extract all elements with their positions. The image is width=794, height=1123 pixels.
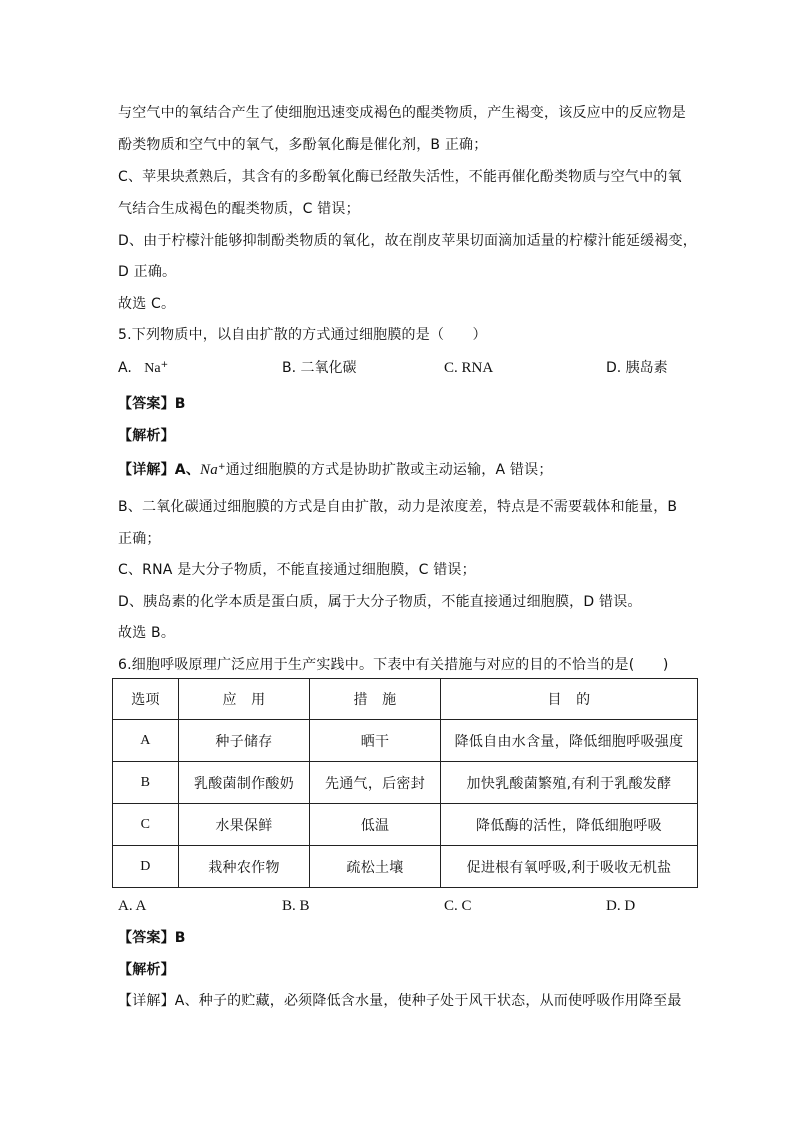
q6-detail-a: 【详解】A、种子的贮藏，必须降低含水量，使种子处于风干状态，从而使呼吸作用降至最 — [118, 993, 682, 1009]
q5-answer: 【答案】B — [118, 396, 186, 412]
q6-option-c: C. C — [444, 898, 472, 914]
table-cell: 低温 — [310, 804, 441, 846]
table-cell: D — [113, 846, 179, 888]
q6-option-b: B. B — [282, 898, 310, 914]
question-6-stem: 6.细胞呼吸原理广泛应用于生产实践中。下表中有关措施与对应的目的不恰当的是( ) — [118, 657, 669, 673]
q5-conclusion: 故选 B。 — [118, 625, 176, 641]
table-cell: A — [113, 720, 179, 762]
paragraph-line: D、由于柠檬汁能够抑制酚类物质的氧化，故在削皮苹果切面滴加适量的柠檬汁能延缓褐变， — [118, 233, 697, 249]
question-5-stem: 5.下列物质中，以自由扩散的方式通过细胞膜的是（ ） — [118, 327, 487, 343]
q6-analysis-heading: 【解析】 — [118, 962, 175, 978]
table-cell: 种子储存 — [179, 720, 310, 762]
q5-option-a-label: A. — [118, 360, 132, 376]
q6-table — [112, 678, 698, 888]
table-cell: 促进根有氧呼吸,利于吸收无机盐 — [441, 846, 698, 888]
paragraph-line: 气结合生成褐色的醌类物质，C 错误； — [118, 201, 360, 217]
table-cell: 栽种农作物 — [179, 846, 310, 888]
paragraph-line: C、苹果块煮熟后，其含有的多酚氧化酶已经散失活性，不能再催化酚类物质与空气中的氧 — [118, 169, 682, 185]
q5-detail-a — [118, 460, 553, 480]
table-cell: C — [113, 804, 179, 846]
table-header-row — [113, 679, 698, 720]
table-cell: 降低酶的活性，降低细胞呼吸 — [441, 804, 698, 846]
q5-detail-b-line1: B、二氧化碳通过细胞膜的方式是自由扩散，动力是浓度差，特点是不需要载体和能量，B — [118, 499, 678, 515]
table-header-cell: 应 用 — [179, 679, 310, 720]
table-header-cell: 目 的 — [441, 679, 698, 720]
table-row — [113, 762, 698, 804]
table-cell: B — [113, 762, 179, 804]
q5-option-a-charge: + — [160, 360, 169, 370]
q5-option-c: C. RNA — [444, 360, 494, 376]
table-row — [113, 720, 698, 762]
paragraph-line: 故选 C。 — [118, 296, 176, 312]
table-cell: 加快乳酸菌繁殖,有利于乳酸发酵 — [441, 762, 698, 804]
q5-detail-b-line2: 正确； — [118, 531, 161, 547]
q5-detail-d: D、胰岛素的化学本质是蛋白质，属于大分子物质，不能直接通过细胞膜，D 错误。 — [118, 594, 642, 610]
table-row — [113, 846, 698, 888]
paragraph-line: 酚类物质和空气中的氧气，多酚氧化酶是催化剂，B 正确； — [118, 137, 488, 153]
q5-detail-ion: Na — [200, 462, 218, 478]
q5-option-a-ion: Na — [144, 361, 161, 376]
q6-option-a: A. A — [118, 898, 147, 914]
q5-detail-charge: + — [217, 462, 226, 472]
q5-detail-c: C、RNA 是大分子物质，不能直接通过细胞膜，C 错误； — [118, 562, 476, 578]
q6-option-d: D. D — [606, 898, 636, 914]
table-cell: 晒干 — [310, 720, 441, 762]
table-cell: 降低自由水含量，降低细胞呼吸强度 — [441, 720, 698, 762]
table-header-cell: 措 施 — [310, 679, 441, 720]
table-row — [113, 804, 698, 846]
q5-analysis-heading: 【解析】 — [118, 428, 175, 444]
q5-detail-a-text: 通过细胞膜的方式是协助扩散或主动运输，A 错误； — [225, 462, 553, 478]
q5-detail-heading: 【详解】A、 — [118, 462, 201, 478]
paragraph-line: D 正确。 — [118, 264, 177, 280]
q5-option-d: D. 胰岛素 — [606, 360, 668, 376]
table-cell: 先通气，后密封 — [310, 762, 441, 804]
q5-option-b: B. 二氧化碳 — [282, 360, 357, 376]
q6-answer: 【答案】B — [118, 930, 186, 946]
table-cell: 疏松土壤 — [310, 846, 441, 888]
q5-option-a — [118, 358, 168, 379]
table-header-cell: 选项 — [113, 679, 179, 720]
paragraph-line: 与空气中的氧结合产生了使细胞迅速变成褐色的醌类物质，产生褐变，该反应中的反应物是 — [118, 105, 686, 121]
table-cell: 水果保鲜 — [179, 804, 310, 846]
table-cell: 乳酸菌制作酸奶 — [179, 762, 310, 804]
